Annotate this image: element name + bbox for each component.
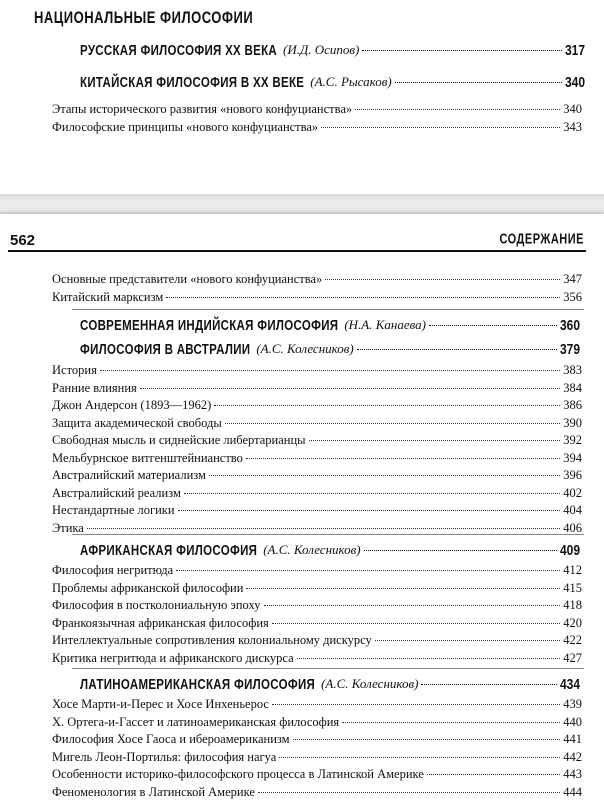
leader-dots <box>395 82 562 83</box>
page-gap <box>0 194 604 214</box>
leader-dots <box>272 623 560 624</box>
toc-entry[interactable] <box>52 750 582 765</box>
leader-dots <box>264 605 561 606</box>
leader-dots <box>297 658 561 659</box>
toc-entry[interactable] <box>52 563 582 578</box>
page-number: 379 <box>559 340 580 358</box>
page-number: 390 <box>563 415 582 430</box>
entry-title: Х. Ортега-и-Гассет и латиноамериканская философия <box>52 714 340 729</box>
page-number: 386 <box>563 398 582 412</box>
leader-dots <box>279 757 560 758</box>
entry-title: Проблемы африканской философии <box>52 580 244 595</box>
toc-chapter[interactable] <box>80 317 580 333</box>
toc-chapter[interactable] <box>80 341 580 357</box>
page-number: 404 <box>563 503 582 517</box>
page-number: 412 <box>563 563 582 577</box>
leader-dots <box>429 325 557 326</box>
entry-title: Франкоязычная африканская философия <box>52 615 269 630</box>
entry-title: Нестандартные логики <box>52 503 175 517</box>
toc-entry[interactable] <box>52 363 582 378</box>
leader-dots <box>421 684 557 685</box>
entry-title: Интеллектуальные сопротивления колониальному дискурсу <box>52 633 372 647</box>
entry-title: Мигель Леон-Портилья: философия нагуа <box>52 749 277 764</box>
page-number: 406 <box>563 520 582 535</box>
page-number: 422 <box>563 633 582 647</box>
page-number: 340 <box>564 73 585 91</box>
page-number: 383 <box>563 363 582 377</box>
leader-dots <box>225 423 561 424</box>
chapter-title: ФИЛОСОФИЯ В АВСТРАЛИИ <box>80 342 251 358</box>
toc-entry[interactable] <box>52 633 582 648</box>
toc-entry[interactable] <box>52 486 582 501</box>
entry-title: Философские принципы «нового конфуцианства» <box>52 120 319 134</box>
entry-title: Философия в постколониальную эпоху <box>52 598 261 612</box>
leader-dots <box>293 739 561 740</box>
leader-dots <box>87 528 560 529</box>
toc-entry[interactable] <box>52 468 582 483</box>
chapter-heading <box>80 317 426 333</box>
toc-entry[interactable] <box>52 785 582 800</box>
chapter-title: РУССКАЯ ФИЛОСОФИЯ XX ВЕКА <box>80 43 278 59</box>
page-number: 443 <box>563 767 582 781</box>
page-number: 360 <box>559 316 580 334</box>
chapter-title: ЛАТИНОАМЕРИКАНСКАЯ ФИЛОСОФИЯ <box>80 677 316 693</box>
leader-dots <box>362 50 562 51</box>
leader-dots <box>364 550 557 551</box>
toc-chapter[interactable] <box>80 42 585 58</box>
toc-entry[interactable] <box>52 451 582 466</box>
leader-dots <box>246 588 560 589</box>
page-number: 394 <box>563 450 582 465</box>
leader-dots <box>272 704 560 705</box>
page-number: 427 <box>563 650 582 665</box>
page-number: 441 <box>563 732 582 746</box>
toc-entry[interactable] <box>52 503 582 518</box>
chapter-heading <box>80 341 354 357</box>
leader-dots <box>309 440 561 441</box>
leader-dots <box>184 493 560 494</box>
toc-entry[interactable] <box>52 416 582 431</box>
header-rule <box>8 250 586 252</box>
toc-entry[interactable] <box>52 651 582 666</box>
page-number: 434 <box>559 675 580 693</box>
chapter-author: (А.С. Рысаков) <box>310 74 392 89</box>
page-number: 444 <box>563 784 582 799</box>
entry-title: Философия Хосе Гаоса и иберoамериканизм <box>52 732 290 746</box>
section-rule <box>72 534 584 535</box>
toc-entry[interactable] <box>52 381 582 396</box>
chapter-author: (И.Д. Осипов) <box>283 42 360 57</box>
entry-title: Особенности историко-философского процесса в Латинской Америке <box>52 767 424 781</box>
chapter-title: КИТАЙСКАЯ ФИЛОСОФИЯ В XX ВЕКЕ <box>80 75 305 91</box>
toc-entry[interactable] <box>52 616 582 631</box>
page-number: 396 <box>563 468 582 482</box>
toc-entry[interactable] <box>52 767 582 782</box>
leader-dots <box>325 279 560 280</box>
entry-title: Этапы исторического развития «нового конфуцианства» <box>52 102 353 116</box>
entry-title: Защита академической свободы <box>52 415 222 430</box>
chapter-author: (Н.А. Канаева) <box>344 317 426 332</box>
entry-title: Ранние влияния <box>52 380 137 395</box>
page-number: 420 <box>563 615 582 630</box>
toc-entry[interactable] <box>52 697 582 712</box>
leader-dots <box>375 640 560 641</box>
entry-title: Критика негритюда и африканского дискурса <box>52 650 294 665</box>
page-number: 402 <box>563 485 582 500</box>
chapter-title: СОВРЕМЕННАЯ ИНДИЙСКАЯ ФИЛОСОФИЯ <box>80 318 339 334</box>
entry-title: Австралийский реализм <box>52 485 181 500</box>
page-number: 442 <box>563 749 582 764</box>
leader-dots <box>140 388 560 389</box>
toc-entry[interactable] <box>52 398 582 413</box>
page-number: 384 <box>563 380 582 395</box>
toc-entry[interactable] <box>52 290 582 305</box>
leader-dots <box>246 458 560 459</box>
chapter-author: (А.С. Колесников) <box>256 341 354 356</box>
page-number: 343 <box>563 120 582 134</box>
page-number: 418 <box>563 598 582 612</box>
leader-dots <box>178 510 561 511</box>
toc-entry[interactable] <box>52 102 582 117</box>
chapter-author: (А.С. Колесников) <box>263 542 361 557</box>
top-page <box>0 0 604 194</box>
leader-dots <box>100 370 560 371</box>
toc-chapter[interactable] <box>80 676 580 692</box>
page-number: 356 <box>563 290 582 304</box>
chapter-author: (А.С. Колесников) <box>321 676 419 691</box>
leader-dots <box>427 774 560 775</box>
leader-dots <box>166 297 560 298</box>
section-rule <box>72 668 584 669</box>
toc-entry[interactable] <box>52 715 582 730</box>
page-number: 440 <box>563 714 582 729</box>
leader-dots <box>214 405 560 406</box>
entry-title: Китайский марксизм <box>52 290 164 304</box>
entry-title: Этика <box>52 520 84 535</box>
leader-dots <box>176 570 560 571</box>
toc-entry[interactable] <box>52 598 582 613</box>
running-head: СОДЕРЖАНИЕ <box>499 232 584 248</box>
entry-title: Свободная мысль и сиднейские либертарианцы <box>52 433 306 447</box>
leader-dots <box>258 792 560 793</box>
entry-title: Джон Андерсон (1893—1962) <box>52 398 212 412</box>
toc-entry[interactable] <box>52 732 582 747</box>
page-number: 409 <box>559 541 580 559</box>
section-rule <box>72 309 584 310</box>
leader-dots <box>357 349 557 350</box>
entry-title: Основные представители «нового конфуцианства» <box>52 272 323 286</box>
entry-title: Австралийский материализм <box>52 468 206 482</box>
entry-title: Философия негритюда <box>52 563 174 577</box>
chapter-heading <box>80 542 361 558</box>
toc-entry[interactable] <box>52 120 582 135</box>
page-number: 317 <box>564 41 585 59</box>
page-number: 415 <box>563 580 582 595</box>
entry-title: Феноменология в Латинской Америке <box>52 784 255 799</box>
entry-title: Мельбурнское витгенштейнианство <box>52 450 243 465</box>
toc-entry[interactable] <box>52 433 582 448</box>
chapter-title: АФРИКАНСКАЯ ФИЛОСОФИЯ <box>80 543 258 559</box>
leader-dots <box>342 722 560 723</box>
entry-title: Хосе Марти-и-Перес и Хосе Инхеньерос <box>52 697 269 711</box>
leader-dots <box>209 475 560 476</box>
toc-chapter[interactable] <box>80 542 580 558</box>
leader-dots <box>355 109 560 110</box>
toc-chapter[interactable] <box>80 74 585 90</box>
page-number: 340 <box>563 102 582 116</box>
page-number-header: 562 <box>10 232 36 249</box>
page-number: 347 <box>563 272 582 286</box>
leader-dots <box>321 127 560 128</box>
entry-title: История <box>52 363 97 377</box>
chapter-heading <box>80 676 418 692</box>
toc-entry[interactable] <box>52 272 582 287</box>
toc-entry[interactable] <box>52 581 582 596</box>
page-number: 392 <box>563 433 582 447</box>
section-header: НАЦИОНАЛЬНЫЕ ФИЛОСОФИИ <box>34 8 254 27</box>
page-number: 439 <box>563 697 582 711</box>
